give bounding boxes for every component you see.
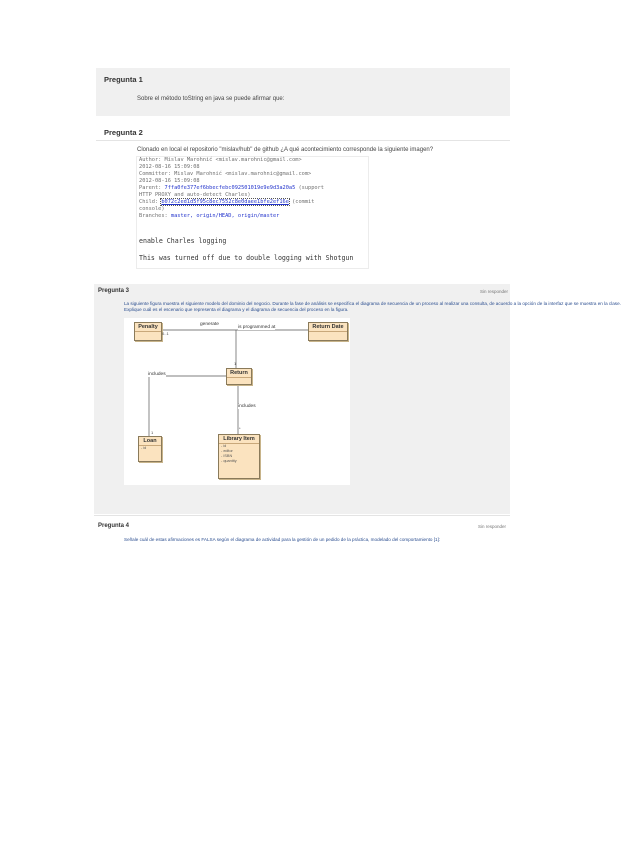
- branches-label: Branches:: [139, 213, 168, 219]
- question-3-intro-line2: Explique cuál es el escenario que representa el diagrama y el diagrama de secuencia del proceso en la figura.: [124, 307, 349, 312]
- library-item-attr: - ISBN: [221, 454, 233, 458]
- child-desc: (commit: [292, 199, 315, 205]
- class-return-date: [308, 322, 348, 341]
- class-return: [226, 368, 252, 385]
- assoc-programmed: is programmed at: [238, 325, 276, 330]
- library-item-attr: - editor: [221, 449, 233, 453]
- commit-committer-date: 2012-08-16 15:09:08: [139, 178, 200, 184]
- commit-committer: Committer: Mislav Marohnić <mislav.marohnic@gmail.com>: [139, 171, 312, 177]
- class-library-item-name: Library Item: [219, 435, 259, 444]
- class-penalty: [134, 322, 162, 341]
- class-return-date-name: Return Date: [309, 323, 347, 332]
- commit-child: [139, 199, 314, 205]
- question-3-status: Sin responder: [479, 289, 508, 294]
- child-hash-link[interactable]: b072c2ed1d5f95c8ec7552c8e0daee1bfe2ef16e: [161, 199, 289, 205]
- assoc-include: includes: [148, 372, 166, 377]
- commit-author: Author: Mislav Marohnić <mislav.marohnic@gmail.com>: [139, 157, 302, 163]
- child-label: Child:: [139, 199, 159, 205]
- question-2-divider: [96, 140, 510, 141]
- uml-domain-diagram: [124, 318, 350, 485]
- assoc-includes-item: includes: [238, 404, 256, 409]
- mult-penalty: 0..1: [162, 331, 169, 336]
- parent-hash-link[interactable]: 7ffa0fe377ef6bbecfebc092501019e9e9d3a20a5: [164, 185, 296, 191]
- question-4-status: Sin responder: [478, 524, 507, 529]
- commit-message-title: enable Charles logging: [139, 237, 227, 245]
- parent-label: Parent:: [139, 185, 162, 191]
- mult-return-top: 1: [234, 361, 237, 366]
- question-4-divider: [94, 515, 510, 516]
- commit-message-body: This was turned off due to double logging with Shotgun: [139, 254, 354, 262]
- mult-loan: 1: [151, 430, 154, 435]
- commit-parent-desc: HTTP PROXY and auto-detect Charles): [139, 192, 251, 198]
- branches-links[interactable]: master, origin/HEAD, origin/master: [170, 213, 280, 219]
- question-2-title: Pregunta 2: [104, 128, 143, 137]
- question-4-text: Señale cuál de estas afirmaciones es FALSA según el diagrama de actividad para la gestión de un pedido de la práctica, modelado del comportamiento [1]:: [124, 537, 441, 542]
- question-2-text: Clonado en local el repositorio "mislav/hub" de github ¿A qué acontecimiento corresponde la siguiente imagen?: [137, 147, 434, 153]
- library-item-attr: - quantity: [221, 459, 237, 463]
- commit-child-desc: console): [139, 206, 165, 212]
- assoc-generate: generate: [200, 322, 219, 327]
- question-3-intro-line1: La siguiente figura muestra el siguiente modelo del dominio del negocio. Durante la fase de análisis se especifica el diagrama de secuencia de un proceso al realizar una consulta, de acuerdo a la opción de la interfaz que se muestra en la clase.: [124, 301, 621, 306]
- class-penalty-name: Penalty: [135, 323, 161, 332]
- library-item-attr: - id: [221, 444, 227, 448]
- loan-attr: - id: [141, 446, 147, 450]
- commit-parent: [139, 185, 324, 191]
- commit-branches: [139, 213, 279, 219]
- commit-author-date: 2012-08-16 15:09:08: [139, 164, 200, 170]
- mult-library-item: *: [239, 426, 241, 431]
- class-loan-name: Loan: [139, 437, 161, 446]
- class-library-item: [218, 434, 260, 479]
- git-commit-image: [136, 156, 369, 269]
- class-loan: [138, 436, 162, 462]
- question-3-title: Pregunta 3: [98, 288, 130, 294]
- question-1-box: [96, 68, 510, 116]
- question-4-title: Pregunta 4: [98, 523, 130, 529]
- question-1-text: Sobre el método toString en java se puede afirmar que:: [137, 96, 285, 102]
- parent-desc: (support: [298, 185, 324, 191]
- question-1-title: Pregunta 1: [104, 75, 143, 84]
- class-return-name: Return: [227, 369, 251, 378]
